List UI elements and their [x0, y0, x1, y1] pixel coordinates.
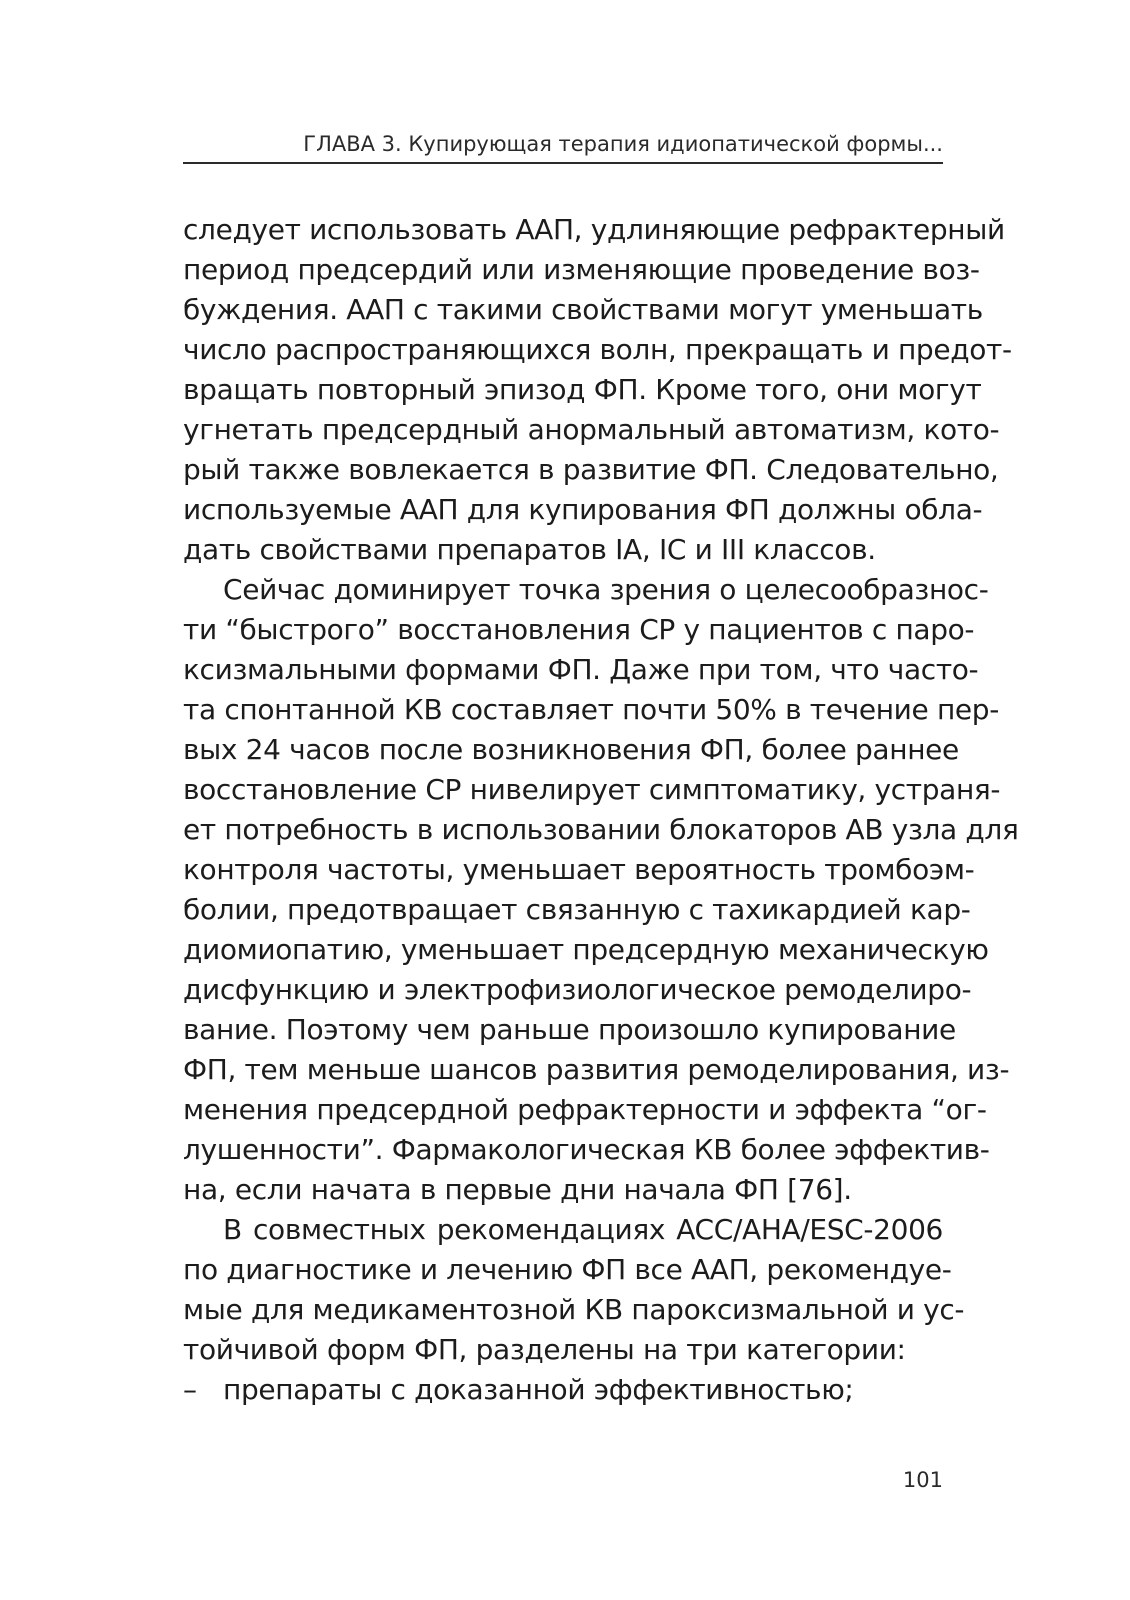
text-line: число распространяющихся волн, прекращать и предот- [183, 333, 1012, 366]
text-line: В совместных рекомендациях ACC/AHA/ESC-2006 [223, 1213, 943, 1246]
text-line: буждения. ААП с такими свойствами могут уменьшать [183, 293, 983, 326]
list-dash-marker: – [183, 1373, 197, 1406]
text-line: ФП, тем меньше шансов развития ремоделирования, из- [183, 1053, 1010, 1086]
text-line: дисфункцию и электрофизиологическое ремоделиро- [183, 973, 972, 1006]
text-line: болии, предотвращает связанную с тахикардией кар- [183, 893, 971, 926]
text-line: контроля частоты, уменьшает вероятность тромбоэм- [183, 853, 975, 886]
paragraph-3 [183, 1210, 965, 1370]
page-number: 101 [902, 1468, 943, 1492]
text-line: вание. Поэтому чем раньше произошло купирование [183, 1013, 956, 1046]
text-line: рый также вовлекается в развитие ФП. Следовательно, [183, 453, 999, 486]
text-line: период предсердий или изменяющие проведение воз- [183, 253, 980, 286]
text-line: диомиопатию, уменьшает предсердную механическую [183, 933, 989, 966]
body-text [183, 210, 1019, 1410]
text-line: угнетать предсердный анормальный автоматизм, кото- [183, 413, 1000, 446]
text-line: ксизмальными формами ФП. Даже при том, что часто- [183, 653, 979, 686]
text-line: Сейчас доминирует точка зрения о целесообразнос- [223, 573, 989, 606]
text-line: вых 24 часов после возникновения ФП, более раннее [183, 733, 959, 766]
header-rule [183, 162, 943, 164]
text-line: следует использовать ААП, удлиняющие рефрактерный [183, 213, 1005, 246]
text-line: менения предсердной рефрактерности и эффекта “ог- [183, 1093, 987, 1126]
text-line: тойчивой форм ФП, разделены на три категории: [183, 1333, 906, 1366]
text-line: мые для медикаментозной КВ пароксизмальной и ус- [183, 1293, 965, 1326]
list-item-text: препараты с доказанной эффективностью; [223, 1373, 854, 1406]
list-item [183, 1370, 943, 1410]
text-line: ти “быстрого” восстановления СР у пациентов с паро- [183, 613, 975, 646]
text-line: на, если начата в первые дни начала ФП [76]. [183, 1173, 852, 1206]
text-line: та спонтанной КВ составляет почти 50% в течение пер- [183, 693, 999, 726]
text-line: дать свойствами препаратов IA, IC и III классов. [183, 533, 876, 566]
paragraph-1 [183, 210, 1012, 570]
text-line: вращать повторный эпизод ФП. Кроме того, они могут [183, 373, 982, 406]
text-line: ет потребность в использовании блокаторов АВ узла для [183, 813, 1019, 846]
text-line: восстановление СР нивелирует симптоматику, устраня- [183, 773, 1001, 806]
text-line: используемые ААП для купирования ФП должны обла- [183, 493, 983, 526]
bullet-list [183, 1370, 943, 1410]
text-line: лушенности”. Фармакологическая КВ более эффектив- [183, 1133, 990, 1166]
paragraph-2 [183, 570, 1019, 1210]
text-line: по диагностике и лечению ФП все ААП, рекомендуе- [183, 1253, 952, 1286]
running-head: ГЛАВА 3. Купирующая терапия идиопатической формы... [303, 132, 943, 156]
